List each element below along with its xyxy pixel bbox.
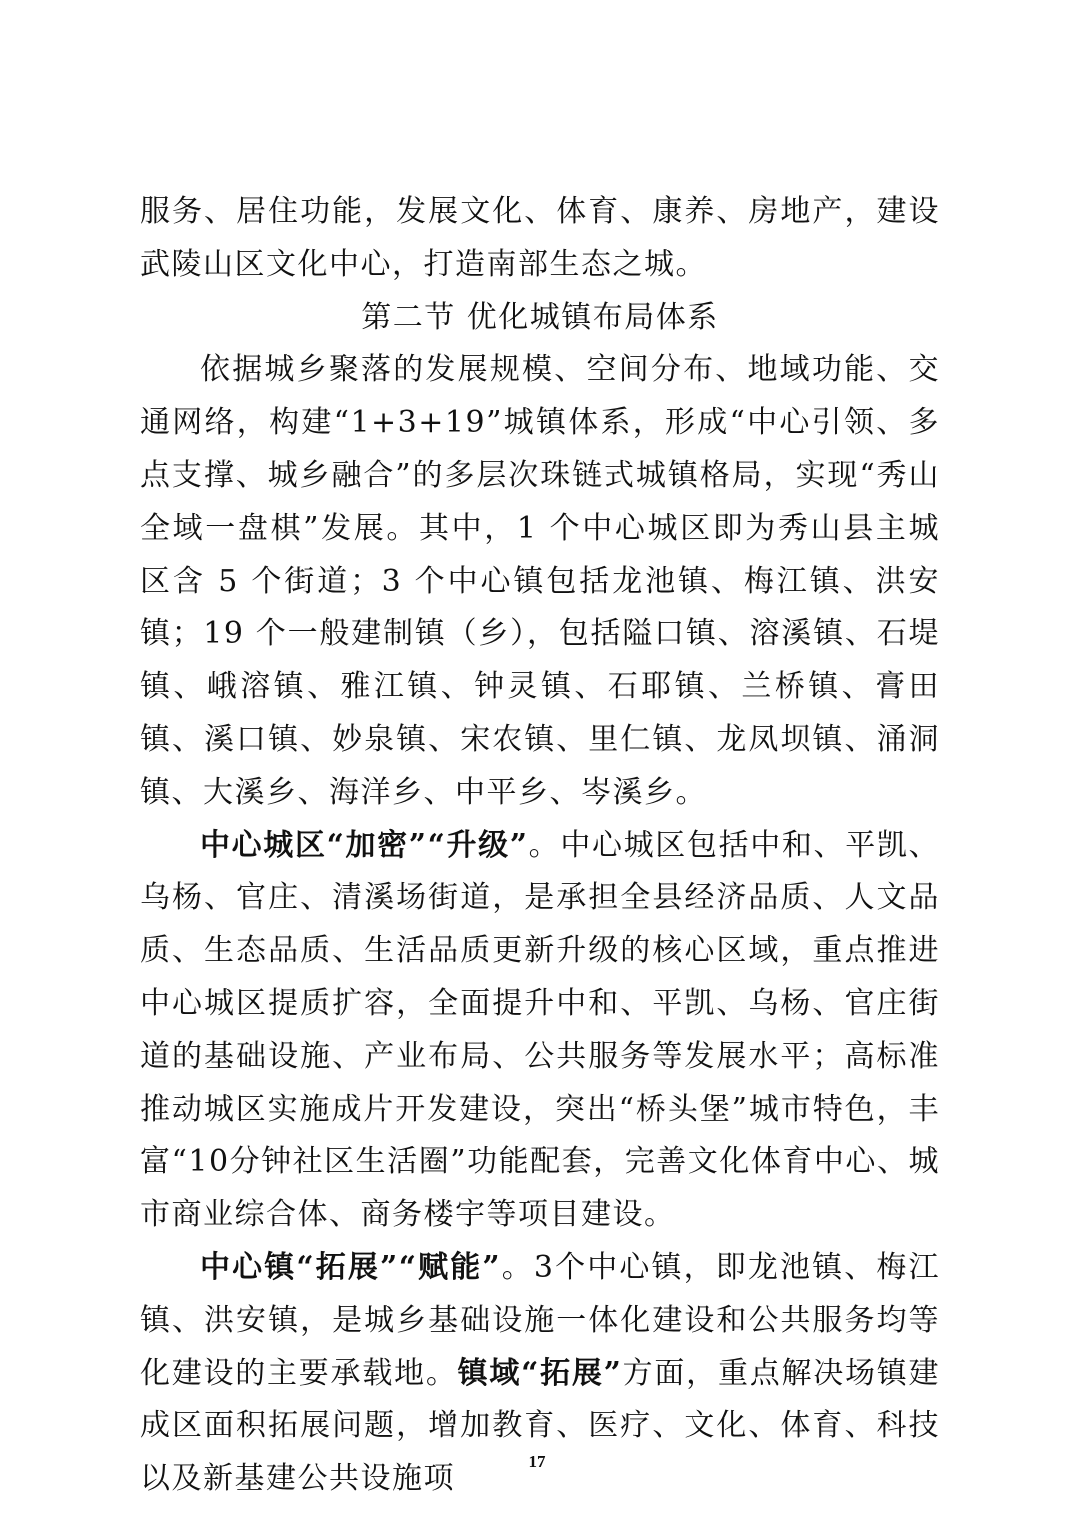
paragraph-central-district bbox=[140, 820, 940, 1242]
central-towns-heading: 中心镇“拓展”“赋能” bbox=[200, 1249, 502, 1285]
paragraph-urban-system: 依据城乡聚落的发展规模、空间分布、地域功能、交通网络，构建“1+3+19”城镇体系，形成“中心引领、多点支撑、城乡融合”的多层次珠链式城镇格局，实现“秀山全域一盘棋”发展。其中，1 个中心城区即为秀山县主城区含 5 个街道；3 个中心镇包括龙池镇、梅江镇、洪安镇；19 个一般建制镇（乡），包括隘口镇、溶溪镇、石堤镇、峨溶镇、雅江镇、钟灵镇、石耶镇、兰桥镇、膏田镇、溪口镇、妙泉镇、宋农镇、里仁镇、龙凤坝镇、涌洞镇、大溪乡、海洋乡、中平乡、岑溪乡。 bbox=[140, 352, 940, 810]
central-towns-text: 。3个中心镇，即龙池镇、梅江镇、洪安镇，是城乡基础设施一体化建设和公共服务均等化建设的主要承载地。 bbox=[140, 1249, 940, 1391]
central-district-heading: 中心城区“加密”“升级” bbox=[200, 827, 529, 863]
town-expansion-heading: 镇域“拓展” bbox=[457, 1355, 623, 1391]
page-number: 17 bbox=[528, 1452, 546, 1471]
body-text bbox=[140, 186, 940, 1506]
continuation-paragraph: 服务、居住功能，发展文化、体育、康养、房地产，建设武陵山区文化中心，打造南部生态之城。 bbox=[140, 194, 940, 282]
section-title: 第二节 优化城镇布局体系 bbox=[361, 299, 719, 335]
town-expansion-text: 方面，重点解决场镇建成区面积拓展问题，增加教育、医疗、文化、体育、科技以及新基建公共设施项 bbox=[140, 1355, 940, 1497]
central-district-text: 。中心城区包括中和、平凯、乌杨、官庄、清溪场街道，是承担全县经济品质、人文品质、生态品质、生活品质更新升级的核心区域，重点推进中心城区提质扩容，全面提升中和、平凯、乌杨、官庄街道的基础设施、产业布局、公共服务等发展水平；高标准推动城区实施成片开发建设，突出“桥头堡”城市特色，丰富“10分钟社区生活圈”功能配套，完善文化体育中心、城市商业综合体、商务楼宇等项目建设。 bbox=[140, 827, 940, 1233]
